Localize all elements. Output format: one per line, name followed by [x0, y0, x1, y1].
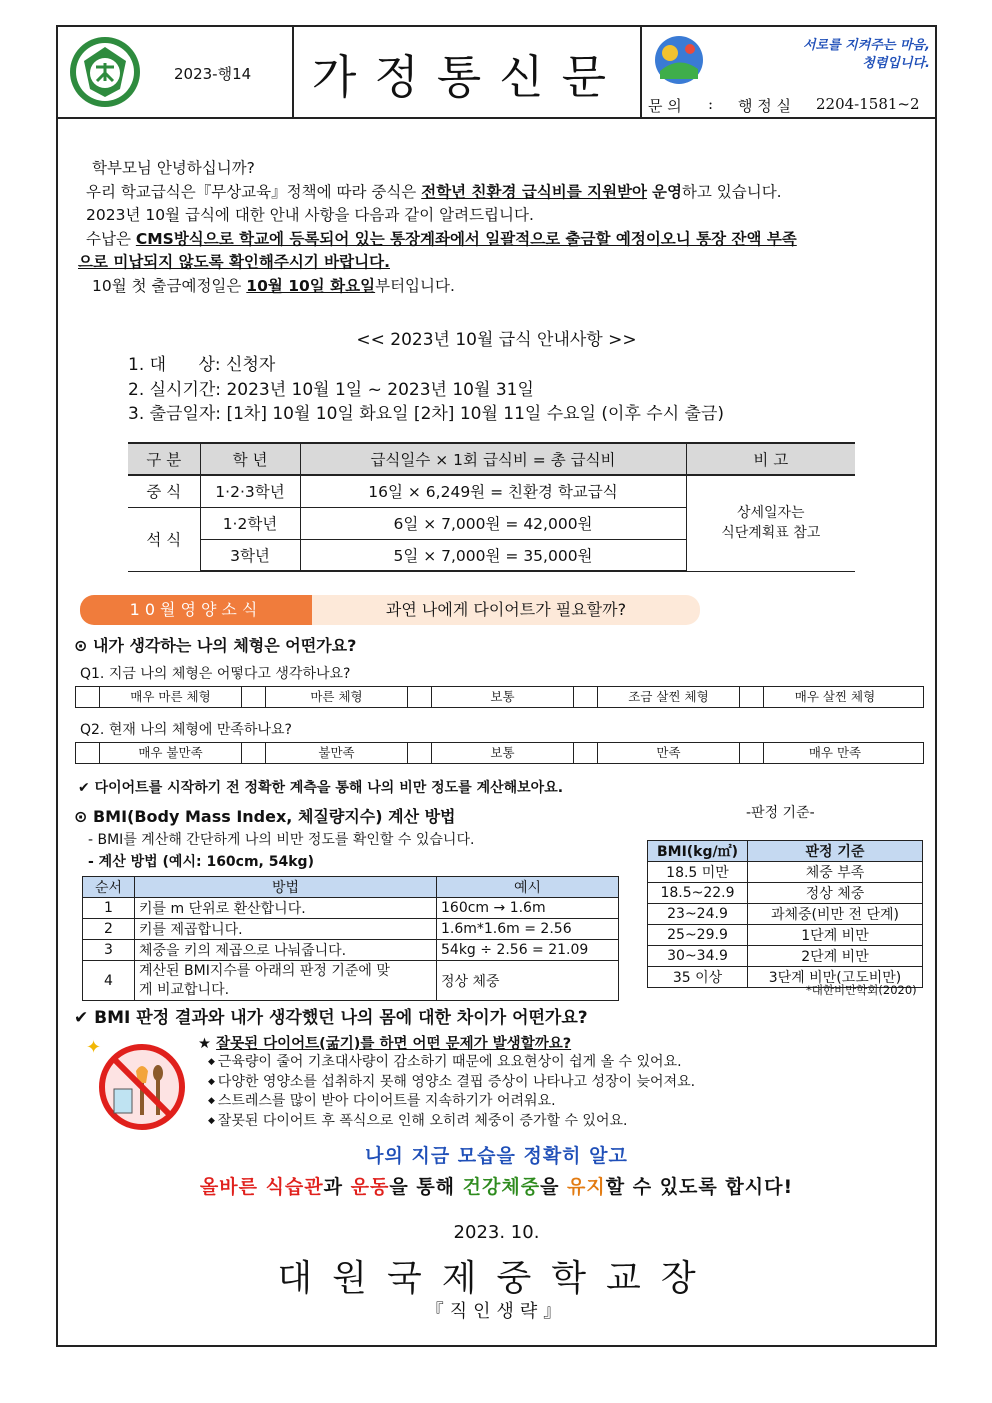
checkbox[interactable] — [408, 687, 432, 707]
table-header-row: BMI(kg/㎡) 판정 기준 — [648, 841, 923, 862]
question-1: Q1. 지금 나의 체형은 어떻다고 생각하나요? — [80, 666, 351, 682]
checkbox[interactable] — [740, 687, 764, 707]
intro-line-3: 2023년 10월 급식에 대한 안내 사항을 다음과 같이 알려드립니다. — [86, 206, 534, 224]
q1-options: 매우 마른 체형 마른 체형 보통 조금 살찐 체형 매우 살찐 체형 — [75, 686, 924, 708]
table-header-row: 순서 방법 예시 — [83, 877, 619, 898]
section-body-type: ⊙ 내가 생각하는 나의 체형은 어떤가요? — [74, 636, 357, 655]
table-row: 2 키를 제곱합니다. 1.6m*1.6m = 2.56 — [83, 919, 619, 940]
nutrition-news-topic: 과연 나에게 다이어트가 필요할까? — [312, 595, 700, 625]
list-item: ◆ 근육량이 줄어 기초대사량이 감소하기 때문에 요요현상이 쉽게 올 수 있어요. — [208, 1053, 695, 1073]
remark-cell: 상세일자는 식단계획표 참고 — [686, 475, 855, 571]
document-number: 2023-행14 — [174, 65, 252, 83]
intro-line-4: 수납은 CMS방식으로 학교에 등록되어 있는 통장계좌에서 일괄적으로 출금할 예정이오니 통장 잔액 부족 — [86, 229, 797, 248]
intro-line-6: 10월 첫 출금예정일은 10월 10일 화요일부터입니다. — [92, 276, 455, 295]
bad-diet-title: ★ 잘못된 다이어트(굶기)를 하면 어떤 문제가 발생할까요? — [198, 1036, 572, 1052]
table-header-row: 구 분 학 년 급식일수 × 1회 급식비 = 총 급식비 비 고 — [128, 443, 855, 475]
notice-item: 3. 출금일자: [1차] 10월 10일 화요일 [2차] 10월 11일 수요일 (이후 수시 출금) — [128, 404, 725, 424]
table-row: 1 키를 m 단위로 환산합니다. 160cm → 1.6m — [83, 898, 619, 919]
document-frame — [56, 25, 937, 1347]
table-row: 35 이상 3단계 비만(고도비만) — [648, 967, 923, 988]
header-logo-cell — [58, 27, 294, 117]
bmi-example-label: - 계산 방법 (예시: 160cm, 54kg) — [88, 854, 314, 870]
table-row: 30~34.9 2단계 비만 — [648, 946, 923, 967]
table-row: 4 계산된 BMI지수를 아래의 판정 기준에 맞 게 비교합니다. 정상 체중 — [83, 961, 619, 1001]
judge-caption: -판정 기준- — [746, 805, 815, 821]
notice-items — [128, 353, 724, 427]
closing-slogan-1: 나의 지금 모습을 정확히 알고 — [365, 1145, 628, 1167]
table-row: 3학년 5일 × 7,000원 = 35,000원 — [128, 539, 855, 571]
page-title: 가정통신문 — [311, 50, 625, 104]
checkbox[interactable] — [76, 743, 100, 763]
list-item: ◆ 잘못된 다이어트 후 폭식으로 인해 오히려 체중이 증가할 수 있어요. — [208, 1112, 695, 1132]
header — [58, 27, 935, 119]
checkbox[interactable] — [740, 743, 764, 763]
table-row: 18.5~22.9 정상 체중 — [648, 883, 923, 904]
svg-text:✦: ✦ — [86, 1037, 102, 1058]
bmi-description: - BMI를 계산해 간단하게 나의 비만 정도를 확인할 수 있습니다. — [88, 832, 475, 848]
checkbox[interactable] — [242, 743, 266, 763]
principal-name: 대원국제중학교장 — [277, 1258, 716, 1299]
q2-options: 매우 불만족 불만족 보통 만족 매우 만족 — [75, 742, 924, 764]
question-2: Q2. 현재 나의 체형에 만족하나요? — [80, 722, 292, 738]
checkbox[interactable] — [408, 743, 432, 763]
integrity-slogan: 서로를 지켜주는 마음, 청렴입니다. — [802, 38, 930, 71]
integrity-emblem-icon — [652, 33, 706, 87]
notice-item: 1. 대 상: 신청자 — [128, 355, 276, 375]
table-row: 18.5 미만 체중 부족 — [648, 862, 923, 883]
bmi-judge-table — [647, 840, 923, 988]
check-note: ✔ 다이어트를 시작하기 전 정확한 계측을 통해 나의 비만 정도를 계산해보아요. — [78, 780, 564, 796]
intro-line-2: 우리 학교급식은『무상교육』정책에 따라 중식은 전학년 친환경 급식비를 지원받아 운영하고 있습니다. — [86, 182, 782, 201]
checkbox[interactable] — [574, 687, 598, 707]
section-bmi: ⊙ BMI(Body Mass Index, 체질량지수) 계산 방법 — [74, 807, 456, 826]
intro-line-5: 으로 미납되지 않도록 확인해주시기 바랍니다. — [78, 253, 390, 271]
list-item: ◆ 다양한 영양소를 섭취하지 못해 영양소 결핍 증상이 나타나고 성장이 늦어져요. — [208, 1073, 695, 1093]
diet-question: ✔ BMI 판정 결과와 내가 생각했던 나의 몸에 대한 차이가 어떤가요? — [74, 1008, 588, 1028]
header-right-cell — [642, 27, 935, 117]
table-row: 25~29.9 1단계 비만 — [648, 925, 923, 946]
notice-title: << 2023년 10월 급식 안내사항 >> — [356, 330, 637, 350]
table-row: 중 식 1·2·3학년 16일 × 6,249원 = 친환경 학교급식 상세일자는 식단계획표 참고 — [128, 475, 855, 507]
checkbox[interactable] — [76, 687, 100, 707]
checkbox[interactable] — [574, 743, 598, 763]
source-note: *대한비만학회(2020) — [806, 983, 917, 997]
table-row: 23~24.9 과체중(비만 전 단계) — [648, 904, 923, 925]
list-item: ◆ 스트레스를 많이 받아 다이어트를 지속하기가 어려워요. — [208, 1092, 695, 1112]
no-diet-icon — [82, 1031, 190, 1131]
bmi-steps-table — [82, 876, 619, 1001]
nutrition-news-label: 10월영양소식 — [80, 595, 312, 625]
notice-item: 2. 실시기간: 2023년 10월 1일 ~ 2023년 10월 31일 — [128, 379, 534, 400]
greeting: 학부모님 안녕하십니까? — [92, 159, 255, 177]
meal-fee-table — [128, 442, 855, 572]
seal-omitted: 『직인생략』 — [425, 1301, 568, 1322]
table-row: 석 식 1·2학년 6일 × 7,000원 = 42,000원 — [128, 507, 855, 539]
contact-info: 문 의 : 행 정 실 2204-1581~2 — [648, 95, 920, 115]
issue-date: 2023. 10. — [453, 1222, 540, 1243]
school-logo-icon — [68, 35, 142, 109]
intro-paragraph — [78, 157, 918, 298]
header-title-cell — [294, 27, 642, 117]
table-row: 3 체중을 키의 제곱으로 나눠줍니다. 54kg ÷ 2.56 = 21.09 — [83, 940, 619, 961]
bad-diet-list — [208, 1053, 695, 1131]
checkbox[interactable] — [242, 687, 266, 707]
closing-slogan-2: 올바른 식습관과 운동을 통해 건강체중을 유지할 수 있도록 합시다! — [199, 1176, 794, 1198]
